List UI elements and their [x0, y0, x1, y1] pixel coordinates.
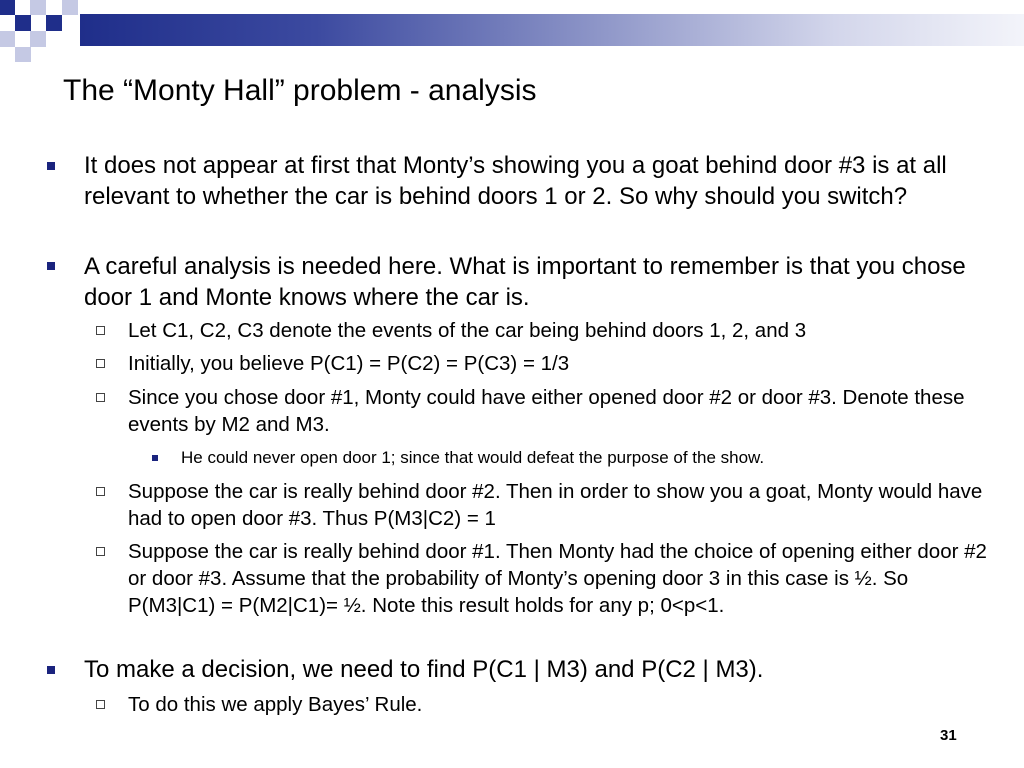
sub-bullet-item: Initially, you believe P(C1) = P(C2) = P(C3) = 1/3: [128, 352, 570, 375]
bullet-item: It does not appear at first that Monty’s showing you a goat behind door #3 is at all relevant to whether the car is behind doors 1 or 2. So why should you switch?: [84, 152, 947, 210]
sub-bullet-marker: [96, 487, 105, 496]
page-number: 31: [940, 727, 957, 744]
sub-bullet-item: Since you chose door #1, Monty could have either opened door #2 or door #3. Denote these events by M2 and M3.: [128, 386, 965, 436]
sub-bullet-marker: [96, 393, 105, 402]
bullet-marker: [47, 666, 55, 674]
sub-bullet-marker: [96, 326, 105, 335]
sub-bullet-marker: [96, 547, 105, 556]
sub-bullet-item: Let C1, C2, C3 denote the events of the car being behind doors 1, 2, and 3: [128, 319, 807, 342]
sub-bullet-item: Suppose the car is really behind door #2. Then in order to show you a goat, Monty would have had to open door #3. Thus P(M3|C2) = 1: [128, 480, 983, 530]
sub-bullet-item: Suppose the car is really behind door #1. Then Monty had the choice of opening either door #2 or door #3. Assume that the probability of Monty’s opening door 3 in this case is ½. So P(M3|C1) = P(M2|C1)= ½. Note this result holds for any p; 0<p<1.: [128, 540, 987, 617]
bullet-marker: [47, 162, 55, 170]
sub-sub-bullet-item: He could never open door 1; since that would defeat the purpose of the show.: [181, 448, 765, 467]
bullet-item: To make a decision, we need to find P(C1 | M3) and P(C2 | M3).: [84, 656, 764, 683]
slide-title: The “Monty Hall” problem - analysis: [63, 74, 537, 107]
bullet-item: A careful analysis is needed here. What is important to remember is that you chose door 1 and Monte knows where the car is.: [84, 253, 966, 311]
sub-bullet-item: To do this we apply Bayes’ Rule.: [128, 693, 423, 716]
sub-bullet-marker: [96, 359, 105, 368]
bullet-marker: [47, 262, 55, 270]
sub-sub-bullet-marker: [152, 455, 158, 461]
sub-bullet-marker: [96, 700, 105, 709]
